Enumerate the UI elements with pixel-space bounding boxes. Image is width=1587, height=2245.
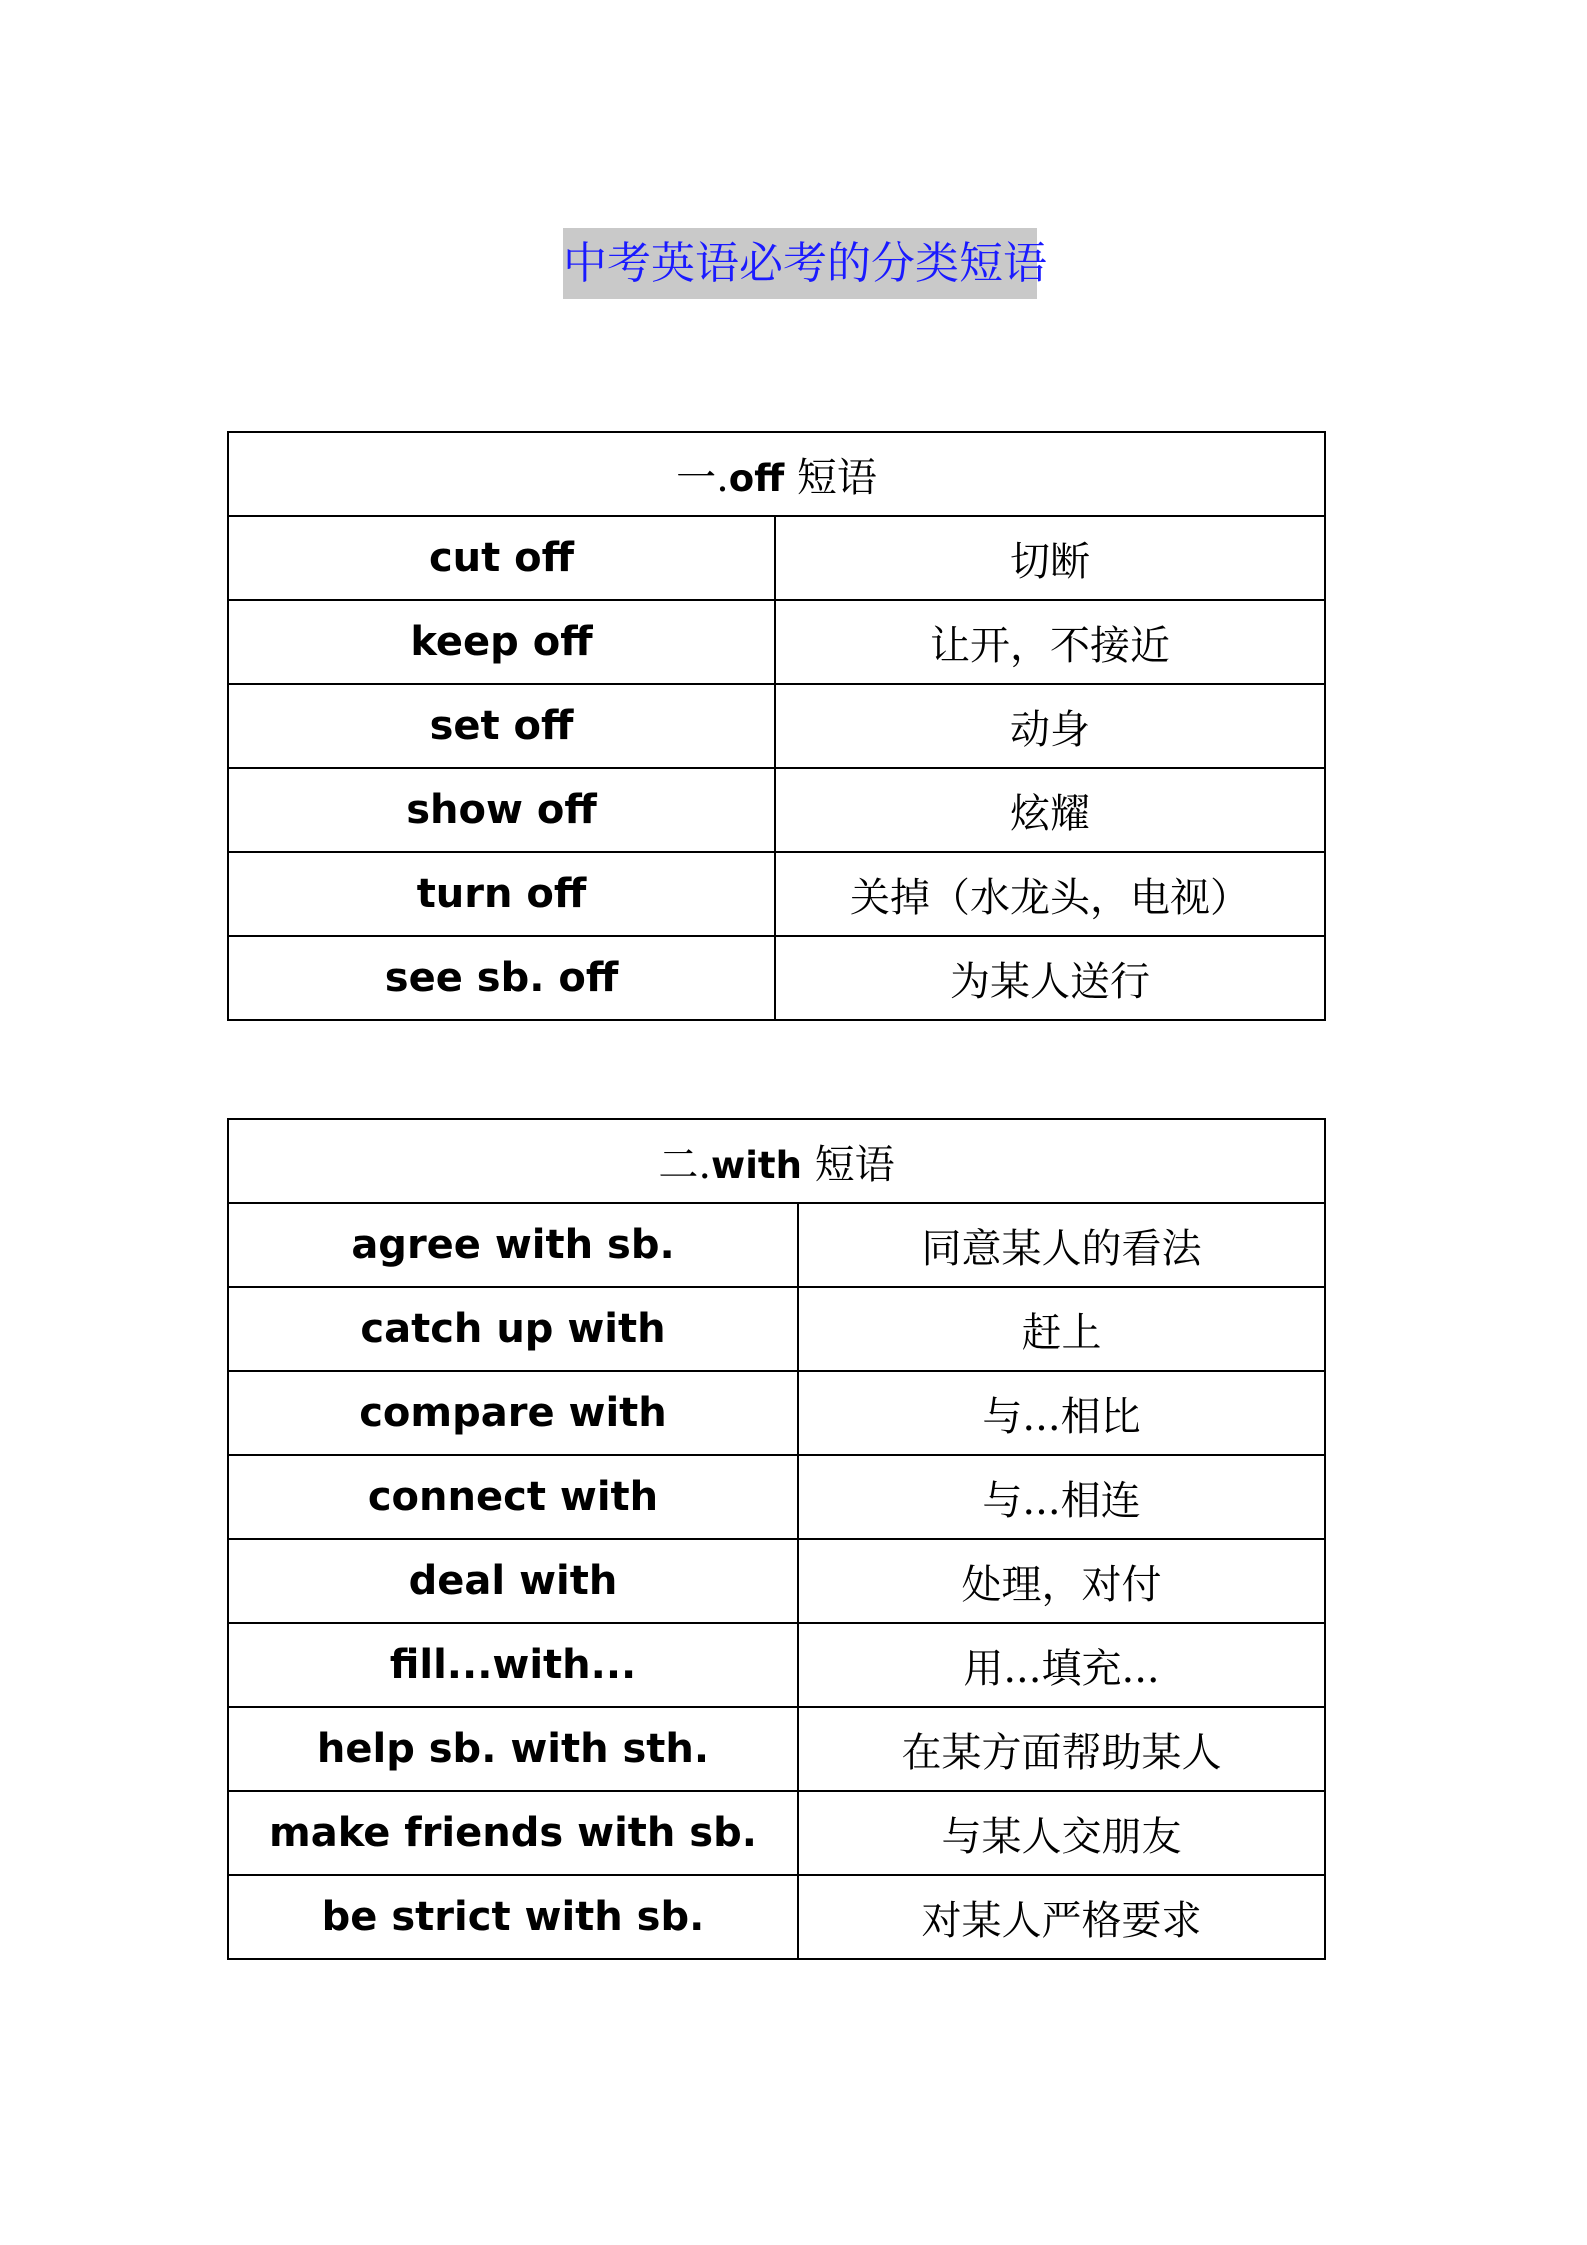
- phrase-english: fill...with...: [228, 1623, 798, 1707]
- section-keyword: with: [711, 1143, 802, 1187]
- phrase-english: keep off: [228, 600, 775, 684]
- phrase-chinese: 赶上: [798, 1287, 1325, 1371]
- phrase-chinese: 炫耀: [775, 768, 1325, 852]
- table-row: [228, 1875, 1325, 1959]
- phrase-chinese: 与...相比: [798, 1371, 1325, 1455]
- phrase-chinese: 对某人严格要求: [798, 1875, 1325, 1959]
- table-row: [228, 1623, 1325, 1707]
- table-row: [228, 1203, 1325, 1287]
- phrase-chinese: 与...相连: [798, 1455, 1325, 1539]
- table-row: [228, 1791, 1325, 1875]
- section-suffix: 短语: [796, 454, 877, 501]
- phrase-chinese: 处理，对付: [798, 1539, 1325, 1623]
- phrase-chinese: 让开，不接近: [775, 600, 1325, 684]
- phrase-chinese: 用...填充...: [798, 1623, 1325, 1707]
- table-row: [228, 1539, 1325, 1623]
- with-phrases-table: [227, 1118, 1326, 1960]
- table-header-row: [228, 1119, 1325, 1203]
- phrase-english: turn off: [228, 852, 775, 936]
- section-suffix: 短语: [814, 1141, 895, 1188]
- phrase-chinese: 动身: [775, 684, 1325, 768]
- table-row: [228, 852, 1325, 936]
- phrase-english: set off: [228, 684, 775, 768]
- off-phrases-table: [227, 431, 1326, 1021]
- phrase-english: compare with: [228, 1371, 798, 1455]
- table-row: [228, 684, 1325, 768]
- page-title: 中考英语必考的分类短语: [563, 228, 1037, 299]
- phrase-english: deal with: [228, 1539, 798, 1623]
- table-row: [228, 1371, 1325, 1455]
- table-row: [228, 1707, 1325, 1791]
- phrase-chinese: 切断: [775, 516, 1325, 600]
- phrase-english: catch up with: [228, 1287, 798, 1371]
- section-number: 二.: [658, 1141, 712, 1188]
- phrase-chinese: 与某人交朋友: [798, 1791, 1325, 1875]
- phrase-english: agree with sb.: [228, 1203, 798, 1287]
- phrase-chinese: 同意某人的看法: [798, 1203, 1325, 1287]
- phrase-english: cut off: [228, 516, 775, 600]
- table-row: [228, 516, 1325, 600]
- phrase-english: be strict with sb.: [228, 1875, 798, 1959]
- phrase-english: connect with: [228, 1455, 798, 1539]
- phrase-english: see sb. off: [228, 936, 775, 1020]
- section-keyword: off: [728, 456, 785, 500]
- phrase-chinese: 关掉（水龙头，电视）: [775, 852, 1325, 936]
- phrase-english: help sb. with sth.: [228, 1707, 798, 1791]
- phrase-english: show off: [228, 768, 775, 852]
- phrase-chinese: 为某人送行: [775, 936, 1325, 1020]
- section-number: 一.: [676, 454, 729, 501]
- table-row: [228, 1287, 1325, 1371]
- table-header-row: [228, 432, 1325, 516]
- table-row: [228, 936, 1325, 1020]
- table-row: [228, 600, 1325, 684]
- phrase-english: make friends with sb.: [228, 1791, 798, 1875]
- phrase-chinese: 在某方面帮助某人: [798, 1707, 1325, 1791]
- table-row: [228, 768, 1325, 852]
- table-row: [228, 1455, 1325, 1539]
- section-header: [228, 432, 1325, 516]
- section-header: [228, 1119, 1325, 1203]
